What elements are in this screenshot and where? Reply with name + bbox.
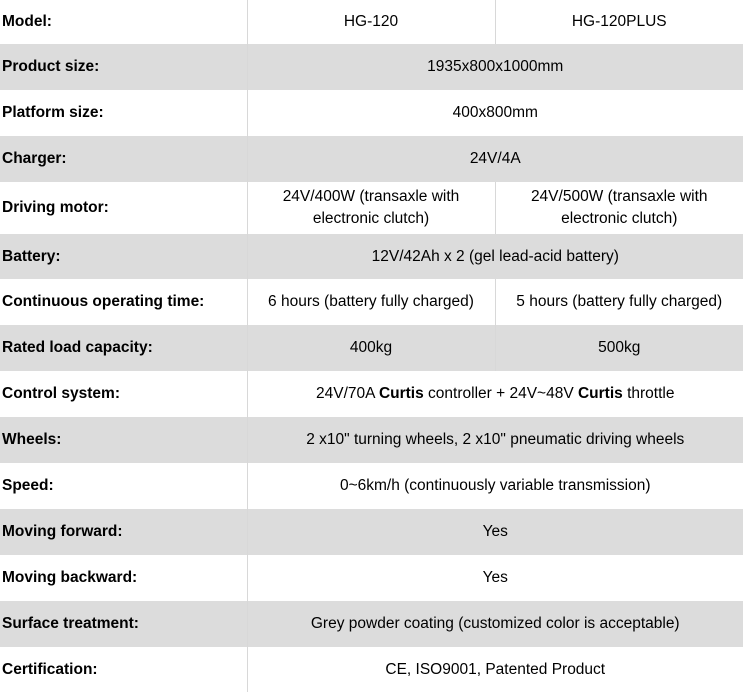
- surface-treatment-value: Grey powder coating (customized color is acceptable): [247, 601, 743, 647]
- row-label-driving-motor: Driving motor:: [0, 182, 247, 234]
- charger-value: 24V/4A: [247, 136, 743, 182]
- row-label-speed: Speed:: [0, 463, 247, 509]
- table-row: [0, 279, 743, 325]
- platform-size-value: 400x800mm: [452, 104, 538, 121]
- wheels-value: 2 x10" turning wheels, 2 x10" pneumatic driving wheels: [247, 417, 743, 463]
- control-text-2: controller + 24V~48V: [423, 385, 578, 402]
- table-row: [0, 509, 743, 555]
- moving-backward-value: Yes: [482, 569, 508, 586]
- driving-motor-hg-120: 24V/400W (transaxle with electronic clutch): [282, 188, 460, 227]
- row-label-wheels: Wheels:: [0, 417, 247, 463]
- table-row: [0, 555, 743, 601]
- model-hg-120: HG-120: [343, 13, 399, 30]
- row-label-battery: Battery:: [0, 234, 247, 279]
- product-size-value: 1935x800x1000mm: [247, 44, 743, 90]
- certification-value: CE, ISO9001, Patented Product: [385, 660, 606, 678]
- row-label-charger: Charger:: [0, 136, 247, 182]
- model-hg-120plus: HG-120PLUS: [495, 0, 743, 44]
- moving-forward-value: Yes: [247, 509, 743, 555]
- speed-value: 0~6km/h (continuously variable transmission): [339, 477, 651, 494]
- table-row: [0, 601, 743, 647]
- table-row: [0, 371, 743, 417]
- brand-curtis-1: Curtis: [378, 385, 424, 402]
- driving-motor-hg-120plus: 24V/500W (transaxle with electronic clutch): [495, 182, 743, 234]
- row-label-control-system: Control system:: [0, 371, 247, 417]
- row-label-product-size: Product size:: [0, 44, 247, 90]
- load-capacity-hg-120plus: 500kg: [495, 325, 743, 371]
- control-text-1: 24V/70A: [316, 385, 379, 402]
- table-row: [0, 647, 743, 692]
- table-row: [0, 417, 743, 463]
- table-row: [0, 44, 743, 90]
- load-capacity-hg-120: 400kg: [247, 325, 495, 371]
- row-label-operating-time: Continuous operating time:: [0, 279, 247, 325]
- table-row: [0, 182, 743, 234]
- table-row: [0, 90, 743, 136]
- row-label-load-capacity: Rated load capacity:: [0, 325, 247, 371]
- operating-time-hg-120: 6 hours (battery fully charged): [268, 293, 474, 310]
- control-system-value: [247, 371, 743, 417]
- table-row: [0, 325, 743, 371]
- table-row: [0, 463, 743, 509]
- control-text-3: throttle: [622, 385, 675, 402]
- brand-curtis-2: Curtis: [577, 385, 623, 402]
- row-label-surface-treatment: Surface treatment:: [0, 601, 247, 647]
- row-label-platform-size: Platform size:: [0, 90, 247, 136]
- row-label-moving-backward: Moving backward:: [0, 555, 247, 601]
- table-row: [0, 234, 743, 279]
- table-row: [0, 136, 743, 182]
- table-row: [0, 0, 743, 44]
- operating-time-hg-120plus: 5 hours (battery fully charged): [495, 279, 743, 325]
- row-label-certification: Certification:: [0, 647, 247, 692]
- row-label-moving-forward: Moving forward:: [0, 509, 247, 555]
- battery-value: 12V/42Ah x 2 (gel lead-acid battery): [247, 234, 743, 279]
- row-label-model: Model:: [0, 0, 247, 44]
